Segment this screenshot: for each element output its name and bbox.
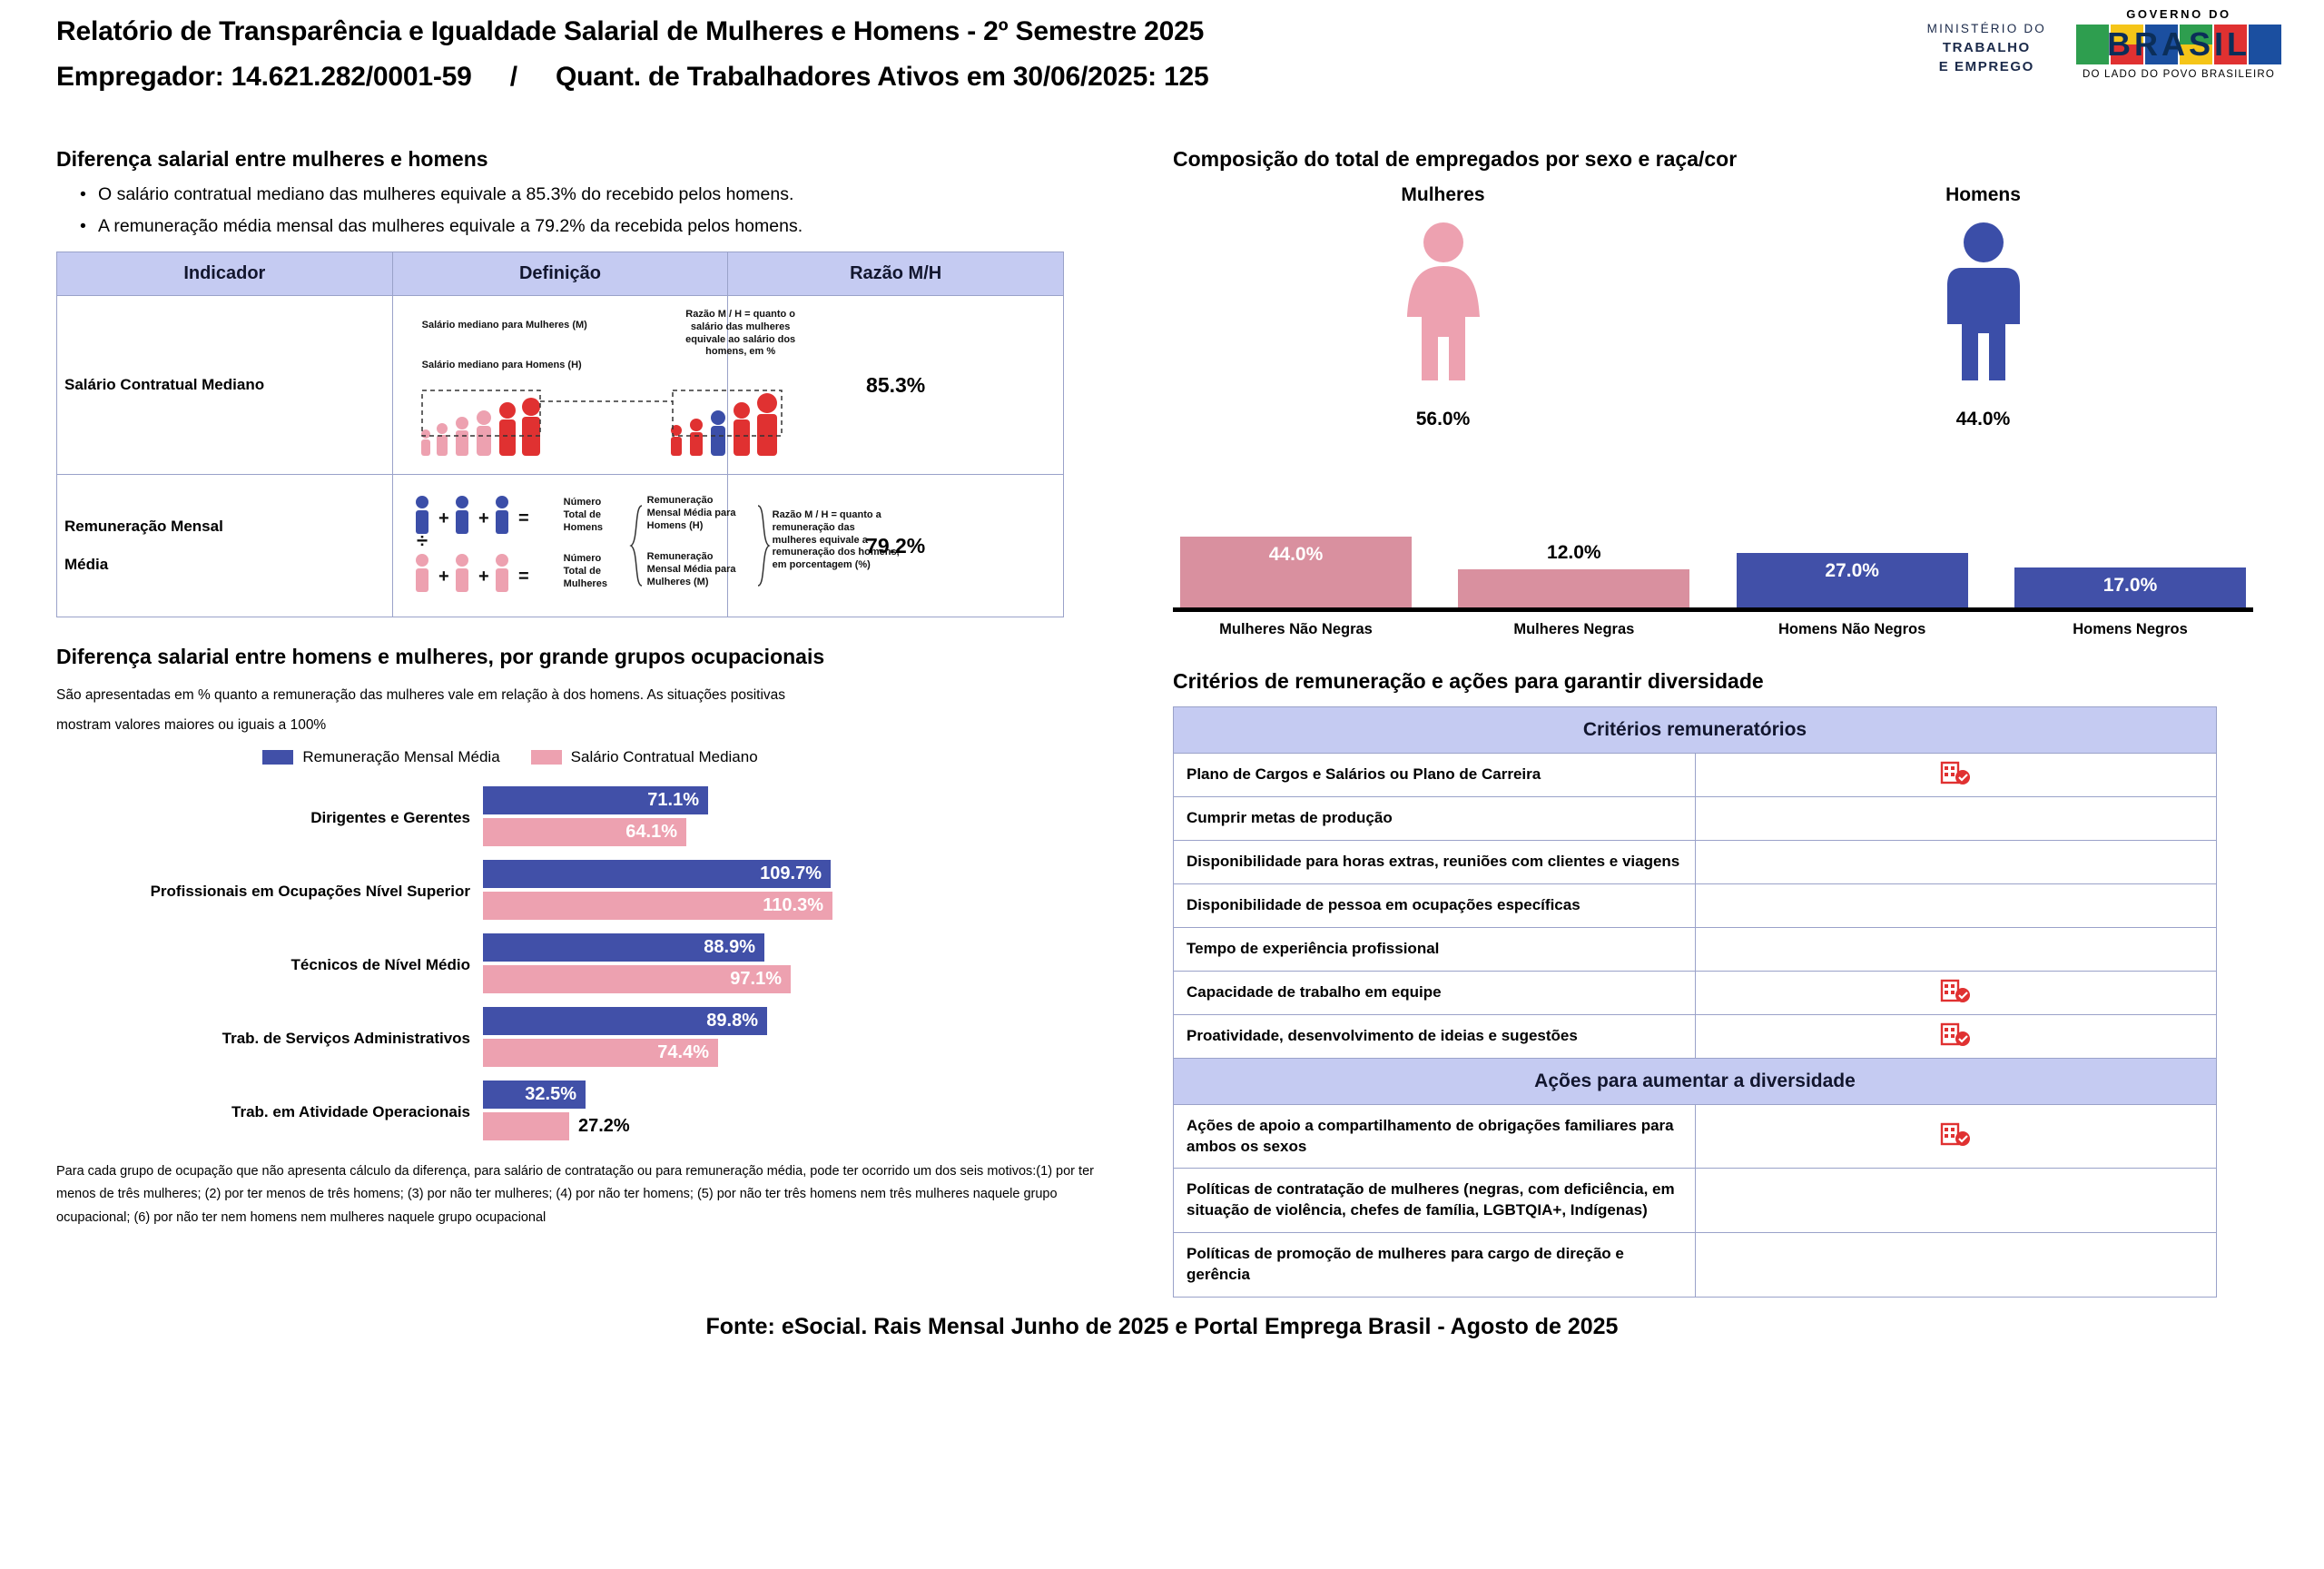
race-bar-value: 27.0%	[1737, 553, 1968, 607]
gov-bottom-label: DO LADO DO POVO BRASILEIRO	[2082, 69, 2276, 80]
indicator-name: Salário Contratual Mediano	[57, 296, 393, 475]
composition-value: 44.0%	[1955, 409, 2011, 429]
report-header	[0, 0, 2324, 136]
bar-remuneracao	[483, 1007, 1137, 1035]
race-label: Mulheres Não Negras	[1219, 621, 1373, 637]
criteria-mark	[1695, 1014, 2217, 1058]
man-figure-icon	[1929, 219, 2038, 391]
action-label: Ações de apoio a compartilhamento de obrigações familiares para ambos os sexos	[1174, 1104, 1696, 1169]
diagram-label: Número Total de Mulheres	[563, 553, 607, 589]
race-label: Mulheres Negras	[1513, 621, 1635, 637]
chart-row	[56, 1081, 1137, 1144]
bar-value: 110.3%	[483, 892, 832, 920]
actions-header-row	[1174, 1058, 2217, 1104]
ministry-logo	[1927, 7, 2046, 77]
table-row	[57, 296, 1064, 475]
chart-row-label: Trab. de Serviços Administrativos	[222, 1029, 470, 1047]
building-check-icon	[1940, 1021, 1971, 1048]
action-mark	[1695, 1169, 2217, 1233]
source-footer: Fonte: eSocial. Rais Mensal Junho de 2025 e Portal Emprega Brasil - Agosto de 2025	[705, 1314, 1619, 1340]
svg-text:+: +	[478, 508, 489, 528]
building-check-icon	[1940, 759, 1971, 786]
race-bar-col	[1458, 542, 1689, 607]
bar-value: 71.1%	[483, 786, 708, 814]
race-composition-chart	[1173, 458, 2253, 612]
criteria-label: Cumprir metas de produção	[1174, 796, 1696, 840]
bar-salario	[483, 818, 1137, 846]
criteria-mark	[1695, 796, 2217, 840]
svg-text:÷: ÷	[416, 529, 428, 552]
content-columns	[0, 136, 2324, 1298]
chart-row	[56, 933, 1137, 997]
chart-row-bars	[483, 1081, 1137, 1144]
chart-row-label: Técnicos de Nível Médio	[290, 955, 470, 973]
diagram-label: Número Total de Homens	[563, 497, 604, 533]
table-row	[1174, 754, 2217, 797]
table-row	[1174, 840, 2217, 883]
table-row	[1174, 1014, 2217, 1058]
diagram-label: Salário mediano para Mulheres (M)	[421, 320, 587, 331]
indicator-name-line2: Média	[64, 556, 109, 573]
indicator-name	[57, 475, 393, 617]
building-check-icon	[1940, 1120, 1971, 1148]
employer-separator: /	[509, 62, 517, 92]
criteria-label: Disponibilidade para horas extras, reuniões com clientes e viagens	[1174, 840, 1696, 883]
composition-women	[1253, 184, 1634, 430]
legend-label: Salário Contratual Mediano	[570, 747, 758, 765]
composition-value: 56.0%	[1415, 409, 1471, 429]
chart-row-label: Profissionais em Ocupações Nível Superior	[150, 882, 470, 900]
diagram-label: Razão M / H = quanto o salário das mulheres equivale ao salário dos homens, em %	[685, 309, 796, 358]
ministry-line3: E EMPREGO	[1938, 59, 2034, 75]
svg-text:=: =	[517, 567, 529, 587]
criteria-mark	[1695, 840, 2217, 883]
bar-remuneracao	[483, 933, 1137, 962]
criteria-label: Tempo de experiência profissional	[1174, 927, 1696, 971]
diagram-label: Razão M / H = quanto a remuneração das mulheres equivale a remuneração dos homens, em porcentagem (%)	[772, 509, 900, 570]
chart-legend	[56, 748, 1137, 766]
criteria-mark	[1695, 754, 2217, 797]
table-row	[1174, 1169, 2217, 1233]
race-bar-col	[1180, 537, 1412, 607]
indicator-name-line1: Remuneração Mensal	[64, 518, 223, 535]
race-label: Homens Negros	[2073, 621, 2188, 637]
race-bar-value: 44.0%	[1180, 537, 1412, 607]
gov-brasil-logo	[2070, 7, 2288, 80]
table-header-row	[57, 252, 1064, 296]
legend-swatch-pink	[531, 750, 562, 765]
bar-value: 97.1%	[483, 965, 791, 993]
composition-men	[1793, 184, 2174, 430]
indicator-definition-diagram	[392, 296, 796, 475]
bar-salario	[483, 892, 1137, 920]
action-mark	[1695, 1104, 2217, 1169]
indicator-table	[56, 252, 1064, 617]
bar-value: 109.7%	[483, 860, 831, 888]
brace-icon	[756, 504, 771, 587]
svg-text:+: +	[478, 567, 489, 587]
bar-value: 27.2%	[578, 1115, 630, 1136]
active-workers-count: Quant. de Trabalhadores Ativos em 30/06/2025: 125	[556, 62, 1209, 92]
indicator-ratio: 85.3%	[728, 296, 1064, 475]
indicator-ratio: 79.2%	[728, 475, 1064, 617]
left-section1-title: Diferença salarial entre mulheres e homens	[56, 147, 488, 171]
right-section2-title: Critérios de remuneração e ações para garantir diversidade	[1173, 669, 1764, 693]
bar-salario	[483, 1039, 1137, 1067]
building-check-icon	[1940, 977, 1971, 1004]
col-definicao: Definição	[392, 252, 728, 296]
criteria-header-row	[1174, 707, 2217, 754]
table-row	[1174, 1104, 2217, 1169]
chart-row-label: Trab. em Atividade Operacionais	[231, 1102, 470, 1120]
bullet-item: • A remuneração média mensal das mulheres equivale a 79.2% da recebida pelos homens.	[98, 216, 1137, 237]
occupational-note-line1: São apresentadas em % quanto a remuneração das mulheres vale em relação à dos homens. As situações positivas	[56, 687, 786, 703]
bar-value: 74.4%	[483, 1039, 718, 1067]
bullet-item: • O salário contratual mediano das mulheres equivale a 85.3% do recebido pelos homens.	[98, 184, 1137, 205]
bar-value: 32.5%	[483, 1081, 586, 1109]
right-column	[1173, 136, 2253, 1298]
gov-logos	[1927, 7, 2288, 80]
occupational-groups-chart	[56, 786, 1137, 1144]
median-salary-pictogram	[400, 303, 796, 467]
race-label: Homens Não Negros	[1778, 621, 1926, 637]
criteria-label: Disponibilidade de pessoa em ocupações específicas	[1174, 883, 1696, 927]
ministry-line1: MINISTÉRIO DO	[1926, 22, 2046, 35]
legend-item-remuneracao	[262, 748, 499, 766]
ministry-line2: TRABALHO	[1942, 39, 2031, 55]
employer-cnpj: Empregador: 14.621.282/0001-59	[56, 62, 472, 92]
bar-remuneracao	[483, 1081, 1137, 1109]
left-column	[56, 136, 1137, 1298]
criteria-table	[1173, 706, 2217, 1298]
race-category-labels	[1173, 612, 2253, 638]
chart-row	[56, 786, 1137, 850]
diagram-label: Salário mediano para Homens (H)	[421, 360, 582, 370]
table-row	[1174, 927, 2217, 971]
col-indicador: Indicador	[57, 252, 393, 296]
table-row	[1174, 796, 2217, 840]
chart-row-bars	[483, 933, 1137, 997]
bar-value: 88.9%	[483, 933, 764, 962]
people-pictogram-icon	[413, 383, 921, 461]
col-razao: Razão M/H	[728, 252, 1064, 296]
action-mark	[1695, 1233, 2217, 1298]
chart-row-bars	[483, 786, 1137, 850]
bar-remuneracao	[483, 786, 1137, 814]
actions-header: Ações para aumentar a diversidade	[1174, 1058, 2217, 1104]
legend-item-salario	[531, 748, 758, 766]
gov-top-label: GOVERNO DO	[2126, 7, 2231, 21]
criteria-mark	[1695, 883, 2217, 927]
svg-text:+: +	[438, 567, 449, 587]
table-row	[1174, 883, 2217, 927]
table-row	[1174, 971, 2217, 1014]
brace-icon	[629, 504, 644, 587]
woman-figure-icon	[1389, 219, 1498, 391]
race-bar-value: 12.0%	[1547, 542, 1601, 563]
salary-difference-bullets	[56, 184, 1137, 237]
action-label: Políticas de promoção de mulheres para cargo de direção e gerência	[1174, 1233, 1696, 1298]
svg-text:BRASIL: BRASIL	[2107, 25, 2250, 63]
table-row	[1174, 1233, 2217, 1298]
criteria-mark	[1695, 971, 2217, 1014]
composition-label: Homens	[1945, 184, 2021, 205]
chart-row-label: Dirigentes e Gerentes	[310, 808, 470, 826]
svg-text:=: =	[517, 508, 529, 528]
composition-label: Mulheres	[1401, 184, 1485, 205]
occupational-note-line2: mostram valores maiores ou iguais a 100%	[56, 717, 327, 734]
criteria-label: Proatividade, desenvolvimento de ideias e sugestões	[1174, 1014, 1696, 1058]
criteria-header: Critérios remuneratórios	[1174, 707, 2217, 754]
brasil-colorblocks-icon	[2074, 23, 2283, 66]
race-bar-col	[2014, 567, 2246, 607]
chart-row	[56, 860, 1137, 923]
left-section2-title: Diferença salarial entre homens e mulheres, por grande grupos ocupacionais	[56, 645, 825, 668]
legend-swatch-blue	[262, 750, 293, 765]
legend-label: Remuneração Mensal Média	[302, 747, 500, 765]
page-title: Relatório de Transparência e Igualdade Salarial de Mulheres e Homens - 2º Semestre 2025	[56, 16, 1205, 46]
criteria-label: Plano de Cargos e Salários ou Plano de Carreira	[1174, 754, 1696, 797]
chart-row	[56, 1007, 1137, 1071]
action-label: Políticas de contratação de mulheres (negras, com deficiência, em situação de violência, chefes de família, LGBTQIA+, Indígenas)	[1174, 1169, 1696, 1233]
race-bar-value: 17.0%	[2014, 567, 2246, 607]
diagram-label: Remuneração Mensal Média para Homens (H)	[646, 495, 736, 531]
bar-value: 64.1%	[483, 818, 686, 846]
bar-salario	[483, 965, 1137, 993]
svg-text:+: +	[438, 508, 449, 528]
bar-salario	[483, 1112, 1137, 1140]
occupational-footnote: Para cada grupo de ocupação que não apresenta cálculo da diferença, para salário de contratação ou para remuneração média, pode ter ocorrido um dos seis motivos:(1) por ter menos de três mulheres; (2) por ter menos de três homens; (3) por não ter mulheres; (4) por não ter homens; (5) por não ter três homens nem três mulheres naquele grupo ocupacional; (6) por não ter nem homens nem mulheres naquele grupo ocupacional	[56, 1163, 1094, 1225]
criteria-mark	[1695, 927, 2217, 971]
table-row	[57, 475, 1064, 617]
race-bar-col	[1737, 553, 1968, 607]
bar-remuneracao	[483, 860, 1137, 888]
right-section1-title: Composição do total de empregados por sexo e raça/cor	[1173, 147, 1738, 171]
bar-value: 89.8%	[483, 1007, 767, 1035]
chart-row-bars	[483, 1007, 1137, 1071]
brasil-wordmark	[2070, 24, 2288, 65]
criteria-label: Capacidade de trabalho em equipe	[1174, 971, 1696, 1014]
chart-row-bars	[483, 860, 1137, 923]
composition-figures	[1173, 184, 2253, 430]
diagram-label: Remuneração Mensal Média para Mulheres (M)	[646, 551, 736, 587]
